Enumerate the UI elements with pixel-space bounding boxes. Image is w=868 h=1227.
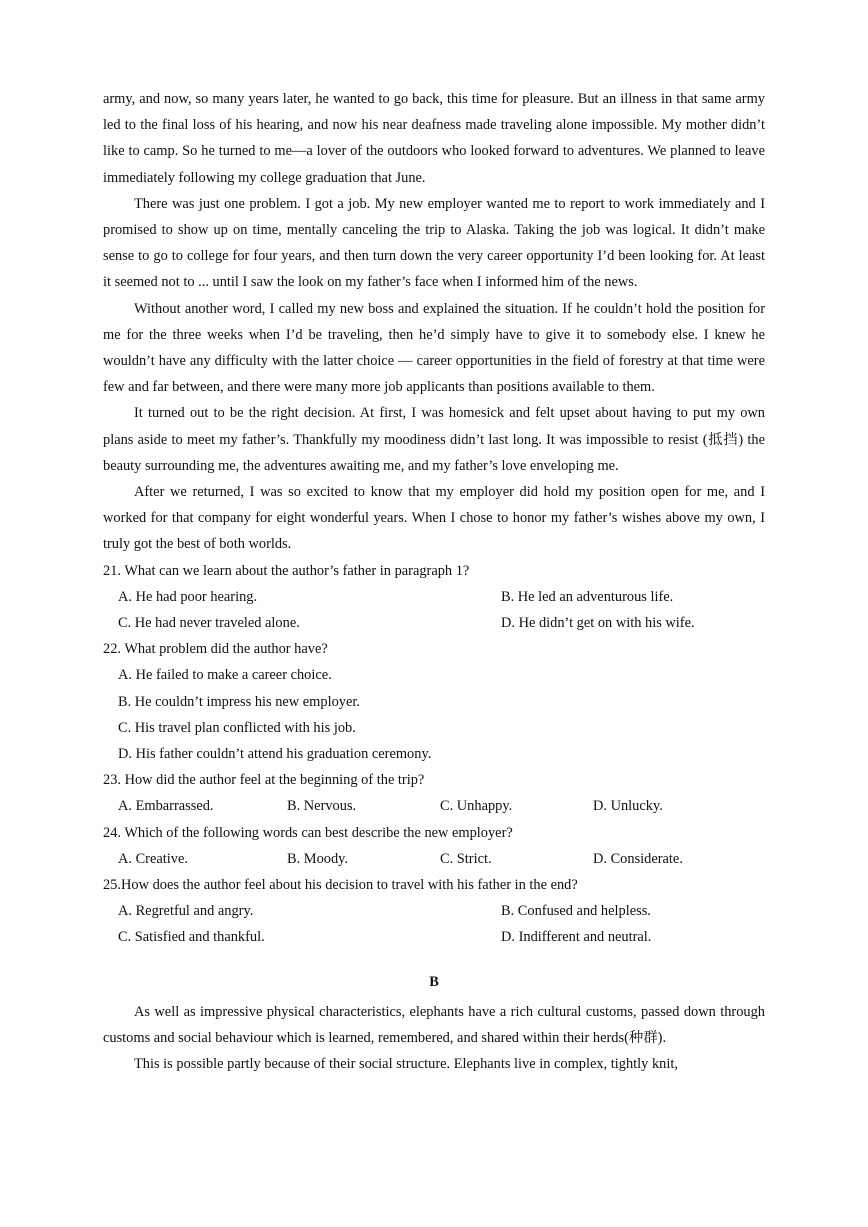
question-24-options <box>103 846 765 872</box>
question-25-options-row-1 <box>103 898 765 924</box>
question-21-options-row-1 <box>103 584 765 610</box>
question-23-option-c: C. Unhappy. <box>440 798 513 815</box>
question-25-option-d: D. Indifferent and neutral. <box>501 929 652 946</box>
question-24-option-c: C. Strict. <box>440 850 492 867</box>
passage-a-paragraph-4: It turned out to be the right decision. At first, I was homesick and felt upset about having to put my own plans aside to meet my father’s. Thankfully my moodiness didn’t last long. It was impossible to resist (抵挡) the beauty surrounding me, the adventures awaiting me, and my father’s love enveloping me. <box>103 405 765 474</box>
question-21-stem: 21. What can we learn about the author’s father in paragraph 1? <box>103 562 470 579</box>
question-23-stem: 23. How did the author feel at the beginning of the trip? <box>103 772 425 789</box>
question-22-stem: 22. What problem did the author have? <box>103 641 328 658</box>
question-25-stem: 25.How does the author feel about his decision to travel with his father in the end? <box>103 877 578 894</box>
question-22-option-c: C. His travel plan conflicted with his job. <box>118 719 356 736</box>
question-21-option-c: C. He had never traveled alone. <box>118 615 300 632</box>
passage-a-paragraph-1: army, and now, so many years later, he wanted to go back, this time for pleasure. But an illness in that same army led to the final loss of his hearing, and now his near deafness made traveling alone impossible. My mother didn’t like to camp. So he turned to me—a lover of the outdoors who looked forward to adventures. We planned to leave immediately following my college graduation that June. <box>103 91 765 186</box>
question-22-option-d: D. His father couldn’t attend his graduation ceremony. <box>118 746 432 763</box>
question-23-option-d: D. Unlucky. <box>593 798 663 815</box>
question-24-option-a: A. Creative. <box>118 850 188 867</box>
passage-a-paragraph-5: After we returned, I was so excited to know that my employer did hold my position open for me, and I worked for that company for eight wonderful years. When I chose to honor my father’s wishes above my own, I truly got the best of both worlds. <box>103 484 765 553</box>
question-21-option-a: A. He had poor hearing. <box>118 588 258 605</box>
passage-a-paragraph-3: Without another word, I called my new boss and explained the situation. If he couldn’t hold the position for me for the three weeks when I’d be traveling, then he’d simply have to give it to somebody else. I knew he wouldn’t have any difficulty with the latter choice — career opportunities in the field of forestry at that time were few and far between, and there were many more job applicants than positions available to them. <box>103 300 765 396</box>
question-25-option-b: B. Confused and helpless. <box>501 903 651 920</box>
passage-b-paragraph-1: As well as impressive physical characteristics, elephants have a rich cultural customs, passed down through customs and social behaviour which is learned, remembered, and shared within their herds(种群). <box>103 1003 765 1047</box>
question-23-options <box>103 793 765 819</box>
passage-a-paragraph-2: There was just one problem. I got a job. My new employer wanted me to report to work immediately and I promised to show up on time, mentally canceling the trip to Alaska. Taking the job was logical. It didn’t make sense to go to college for four years, and then turn down the very career opportunity I’d been looking for. At least it seemed not to ... until I saw the look on my father’s face when I informed him of the news. <box>103 195 765 291</box>
question-21-option-b: B. He led an adventurous life. <box>501 588 674 605</box>
question-24-option-d: D. Considerate. <box>593 850 683 867</box>
exam-page <box>103 86 765 1077</box>
question-22-option-a: A. He failed to make a career choice. <box>118 667 332 684</box>
question-25-option-a: A. Regretful and angry. <box>118 903 254 920</box>
question-21-options-row-2 <box>103 610 765 636</box>
question-22-option-b: B. He couldn’t impress his new employer. <box>118 693 360 710</box>
question-23-option-a: A. Embarrassed. <box>118 798 214 815</box>
question-25-option-c: C. Satisfied and thankful. <box>118 929 265 946</box>
passage-b-paragraph-2: This is possible partly because of their social structure. Elephants live in complex, tightly knit, <box>134 1056 678 1073</box>
question-23-option-b: B. Nervous. <box>287 798 357 815</box>
question-24-option-b: B. Moody. <box>287 850 349 867</box>
question-25-options-row-2 <box>103 924 765 950</box>
question-21-option-d: D. He didn’t get on with his wife. <box>501 615 695 632</box>
passage-b-heading: B <box>429 973 439 990</box>
question-24-stem: 24. Which of the following words can best describe the new employer? <box>103 824 513 841</box>
